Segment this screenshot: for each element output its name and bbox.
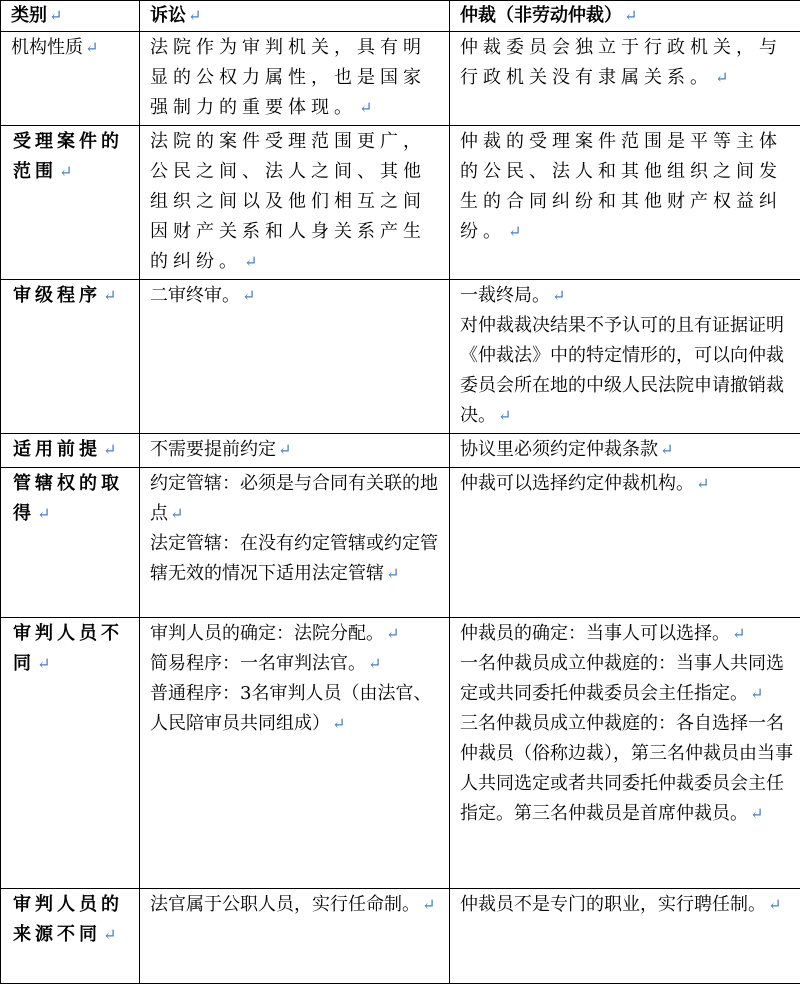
table-row <box>1 126 800 280</box>
litigation-cell <box>140 618 450 889</box>
cell-paragraph: 仲裁的受理案件范围是平等主体的公民、法人和其他组织之间发生的合同纠纷和其他财产权益纠纷。 ↵ <box>460 127 794 247</box>
litigation-cell <box>140 434 450 468</box>
cell-paragraph: 审判人员的确定：法院分配。 ↵ <box>150 619 443 649</box>
cell-paragraph: 仲裁可以选择约定仲裁机构。 ↵ <box>460 469 794 499</box>
cell-paragraph: 法官属于公职人员，实行任命制。 ↵ <box>150 890 443 920</box>
cell-paragraph: 一名仲裁员成立仲裁庭的：当事人共同选定或共同委托仲裁委员会主任指定。 ↵ <box>460 649 794 709</box>
row-category: 审判人员的来源不同 ↵ <box>1 889 140 984</box>
table-row <box>1 889 800 984</box>
cell-paragraph: 法定管辖：在没有约定管辖或约定管辖无效的情况下适用法定管辖 ↵ <box>150 529 443 589</box>
header-litigation: 诉讼 ↵ <box>140 1 450 32</box>
cell-paragraph: 简易程序：一名审判法官。 ↵ <box>150 649 443 679</box>
arbitration-cell <box>450 618 800 889</box>
litigation-cell <box>140 126 450 280</box>
cell-paragraph: 仲裁员的确定：当事人可以选择。 ↵ <box>460 619 794 649</box>
cell-paragraph: 法院作为审判机关，具有明显的公权力属性，也是国家强制力的重要体现。 ↵ <box>150 33 443 123</box>
header-category: 类别 ↵ <box>1 1 140 32</box>
cell-paragraph: 协议里必须约定仲裁条款 ↵ <box>460 435 794 465</box>
row-category: 管辖权的取得 ↵ <box>1 468 140 618</box>
table-row <box>1 280 800 434</box>
table-row <box>1 468 800 618</box>
cell-paragraph: 法院的案件受理范围更广，公民之间、法人之间、其他组织之间以及他们相互之间因财产关系和人身关系产生的纠纷。 ↵ <box>150 127 443 277</box>
cell-paragraph: 仲裁员不是专门的职业，实行聘任制。 ↵ <box>460 890 794 920</box>
table-row <box>1 618 800 889</box>
header-row <box>1 1 800 32</box>
litigation-cell <box>140 32 450 126</box>
litigation-cell <box>140 468 450 618</box>
cell-paragraph: 三名仲裁员成立仲裁庭的：各自选择一名仲裁员（俗称边裁），第三名仲裁员由当事人共同选定或者共同委托仲裁委员会主任指定。第三名仲裁员是首席仲裁员。 ↵ <box>460 709 794 829</box>
table-row <box>1 434 800 468</box>
arbitration-cell <box>450 126 800 280</box>
table-row <box>1 32 800 126</box>
cell-paragraph: 二审终审。 ↵ <box>150 281 443 311</box>
cell-paragraph: 一裁终局。 ↵ <box>460 281 794 311</box>
arbitration-cell <box>450 468 800 618</box>
litigation-cell <box>140 280 450 434</box>
row-category: 适用前提 ↵ <box>1 434 140 468</box>
cell-paragraph: 仲裁委员会独立于行政机关，与行政机关没有隶属关系。 ↵ <box>460 33 794 93</box>
arbitration-cell <box>450 889 800 984</box>
row-category: 审级程序 ↵ <box>1 280 140 434</box>
row-category: 机构性质 ↵ <box>1 32 140 126</box>
arbitration-cell <box>450 280 800 434</box>
cell-paragraph: 对仲裁裁决结果不予认可的且有证据证明《仲裁法》中的特定情形的，可以向仲裁委员会所在地的中级人民法院申请撤销裁决。 ↵ <box>460 311 794 431</box>
row-category: 受理案件的范围 ↵ <box>1 126 140 280</box>
row-category: 审判人员不同 ↵ <box>1 618 140 889</box>
cell-paragraph: 普通程序：3名审判人员（由法官、人民陪审员共同组成） ↵ <box>150 679 443 739</box>
arbitration-cell <box>450 32 800 126</box>
litigation-cell <box>140 889 450 984</box>
arbitration-cell <box>450 434 800 468</box>
cell-paragraph: 约定管辖：必须是与合同有关联的地点 ↵ <box>150 469 443 529</box>
header-arbitration: 仲裁（非劳动仲裁） ↵ <box>450 1 800 32</box>
cell-paragraph: 不需要提前约定 ↵ <box>150 435 443 465</box>
